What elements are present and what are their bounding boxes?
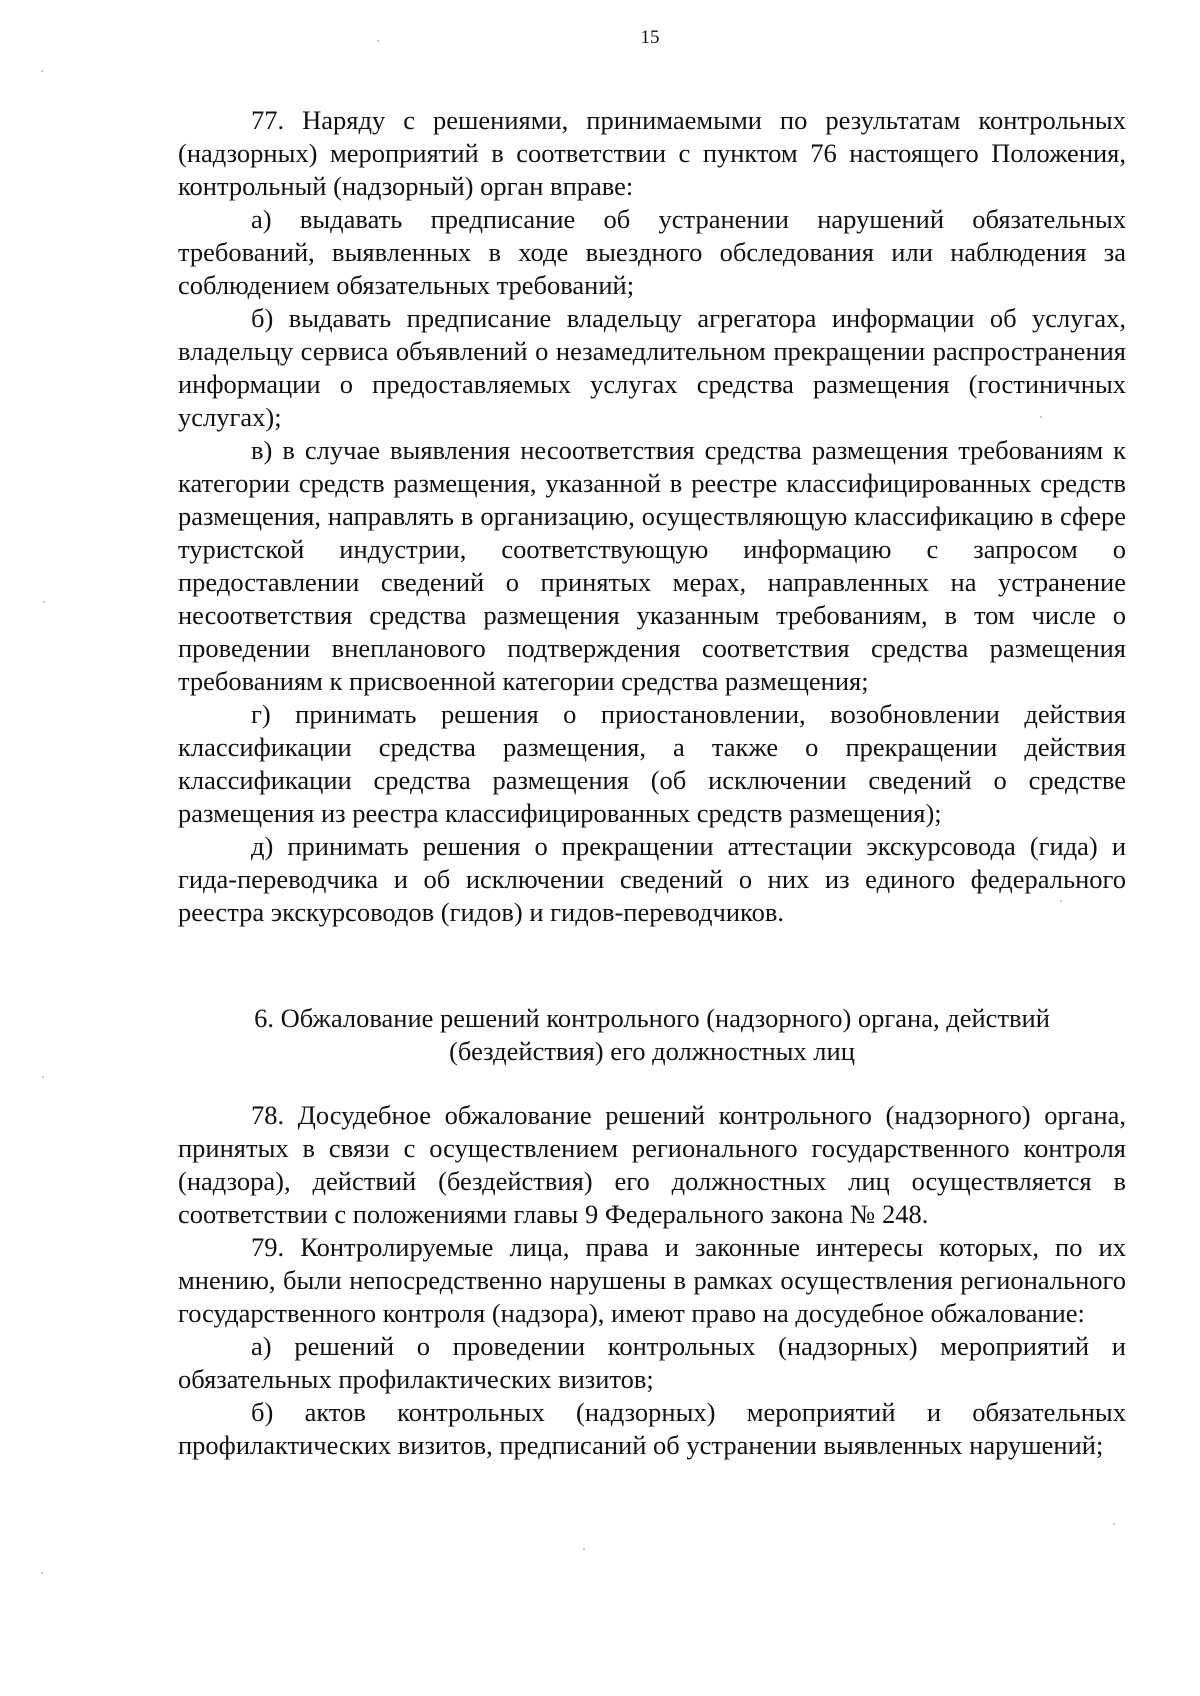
section-77-text bbox=[178, 104, 1126, 929]
scan-speck bbox=[1060, 900, 1062, 902]
scan-speck bbox=[1113, 1523, 1115, 1525]
paragraph-77-b: б) выдавать предписание владельцу агрегатора информации об услугах, владельцу сервиса объявлений о незамедлительном прекращении распространения информации о предоставляемых услугах средства размещения (гостиничных услугах); bbox=[178, 303, 1126, 432]
paragraph-77-g: г) принимать решения о приостановлении, возобновлении действия классификации средства размещения, а также о прекращении действия классификации средства размещения (об исключении сведений о средстве размещения из реестра классифицированных средств размещения); bbox=[178, 699, 1126, 828]
scan-speck bbox=[377, 40, 379, 42]
paragraph-79-a: а) решений о проведении контрольных (надзорных) мероприятий и обязательных профилактических визитов; bbox=[178, 1331, 1126, 1394]
section-6-heading bbox=[178, 1002, 1126, 1068]
paragraph-78: 78. Досудебное обжалование решений контрольного (надзорного) органа, принятых в связи с осуществлением регионального государственного контроля (надзора), действий (бездействия) его должностных лиц осуществляется в соответствии с положениями главы 9 Федерального закона № 248. bbox=[178, 1100, 1126, 1229]
scan-speck bbox=[41, 1572, 43, 1574]
scan-speck bbox=[583, 1548, 585, 1550]
scan-speck bbox=[1040, 416, 1042, 418]
scan-speck bbox=[42, 1076, 44, 1078]
paragraph-77: 77. Наряду с решениями, принимаемыми по результатам контрольных (надзорных) мероприятий в соответствии с пунктом 76 настоящего Положения, контрольный (надзорный) орган вправе: bbox=[178, 105, 1126, 201]
scan-speck bbox=[43, 601, 45, 603]
paragraph-79-b: б) актов контрольных (надзорных) мероприятий и обязательных профилактических визитов, предписаний об устранении выявленных нарушений; bbox=[178, 1397, 1126, 1460]
paragraph-77-v: в) в случае выявления несоответствия средства размещения требованиям к категории средств размещения, указанной в реестре классифицированных средств размещения, направлять в организацию, осуществляющую классификацию в сфере туристской индустрии, соответствующую информацию с запросом о предоставлении сведений о принятых мерах, направленных на устранение несоответствия средства размещения указанным требованиям, в том числе о проведении внепланового подтверждения соответствия средства размещения требованиям к присвоенной категории средства размещения; bbox=[178, 435, 1126, 696]
scan-speck bbox=[41, 70, 43, 72]
paragraph-77-a: а) выдавать предписание об устранении нарушений обязательных требований, выявленных в ходе выездного обследования или наблюдения за соблюдением обязательных требований; bbox=[178, 204, 1126, 300]
section-6-heading-line-2: (бездействия) его должностных лиц bbox=[449, 1036, 855, 1066]
section-6-heading-line-1: 6. Обжалование решений контрольного (надзорного) органа, действий bbox=[254, 1003, 1050, 1033]
paragraph-77-d: д) принимать решения о прекращении аттестации экскурсовода (гида) и гида-переводчика и об исключении сведений о них из единого федерального реестра экскурсоводов (гидов) и гидов-переводчиков. bbox=[178, 831, 1126, 927]
paragraph-79: 79. Контролируемые лица, права и законные интересы которых, по их мнению, были непосредственно нарушены в рамках осуществления регионального государственного контроля (надзора), имеют право на досудебное обжалование: bbox=[178, 1232, 1126, 1328]
section-78-79-text bbox=[178, 1099, 1126, 1462]
page-number: 15 bbox=[640, 27, 660, 48]
